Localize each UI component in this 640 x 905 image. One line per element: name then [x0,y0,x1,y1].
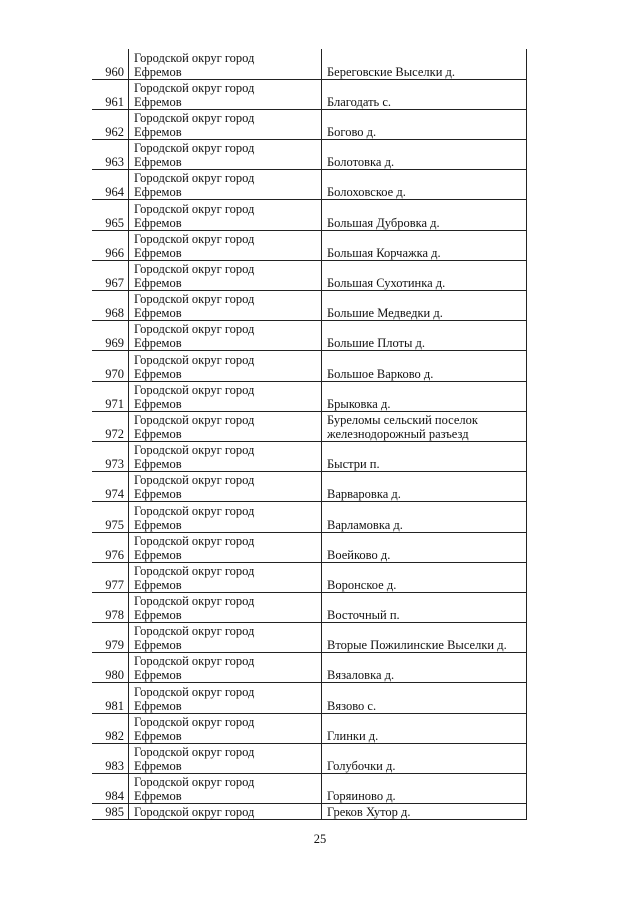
district-line-1: Городской округ город [134,473,255,488]
district-cell [129,49,322,79]
district-line-1: Городской округ город [134,443,255,458]
district-cell [129,411,322,441]
settlement-name: Большое Варково д. [327,366,434,381]
district-line-2: Ефремов [134,155,182,170]
table-row [92,260,527,290]
table-row [92,411,527,441]
district-cell [129,774,322,804]
row-number: 973 [92,441,129,471]
settlement-name: Вязово с. [327,698,377,713]
settlement-name: Глинки д. [327,728,379,743]
row-number: 964 [92,170,129,200]
district-line-2: Ефремов [134,336,182,351]
settlement-name: Большие Плоты д. [327,336,426,351]
district-line-1: Городской округ город [134,322,255,337]
settlement-name: Благодать с. [327,94,392,109]
district-cell [129,502,322,532]
table-row [92,79,527,109]
row-number: 984 [92,774,129,804]
table-row [92,653,527,683]
district-line-1: Городской округ город [134,80,255,95]
table-row [92,804,527,820]
district-line-1: Городской округ город [134,382,255,397]
settlement-name: Большая Дубровка д. [327,215,440,230]
district-cell: Городской округ город [129,804,322,820]
district-cell [129,321,322,351]
district-cell [129,592,322,622]
settlement-name: Болотовка д. [327,155,395,170]
district-line-1: Городской округ город [134,533,255,548]
row-number: 983 [92,743,129,773]
settlement-name: Большая Сухотинка д. [327,276,446,290]
row-number: 967 [92,260,129,290]
row-number: 962 [92,109,129,139]
settlement-cell [322,623,527,653]
settlement-cell [322,532,527,562]
district-line-2: Ефремов [134,366,182,381]
settlement-name: Варваровка д. [327,487,401,502]
table-row [92,230,527,260]
district-cell [129,683,322,713]
page-number: 25 [313,832,327,846]
settlement-name: Вязаловка д. [327,668,395,683]
table-row [92,502,527,532]
district-line-2: Ефремов [134,577,182,592]
district-line-1: Городской округ город [134,654,255,669]
row-number: 978 [92,592,129,622]
settlement-name: Варламовка д. [327,517,403,532]
row-number: 974 [92,472,129,502]
district-line-2: Ефремов [134,487,182,502]
row-number: 966 [92,230,129,260]
district-line-1: Городской округ город [134,352,255,367]
district-line-1: Городской округ город [134,262,255,276]
settlement-cell [322,743,527,773]
row-number: 968 [92,291,129,321]
settlement-cell [322,562,527,592]
district-line-2: Ефремов [134,185,182,200]
table-row [92,743,527,773]
district-cell [129,109,322,139]
district-line-1: Городской округ город [134,141,255,156]
settlement-cell [322,411,527,441]
settlement-cell [322,260,527,290]
settlement-name: Восточный п. [327,608,400,623]
district-cell [129,351,322,381]
settlement-name: Большая Корчажка д. [327,245,441,260]
district-line-2: Ефремов [134,306,182,321]
district-cell [129,472,322,502]
district-line-1: Городской округ город [134,412,255,427]
table-row [92,592,527,622]
district-cell [129,260,322,290]
district-line-2: Ефремов [134,638,182,653]
settlement-cell [322,774,527,804]
district-line-1: Городской округ город [134,684,255,699]
district-cell [129,562,322,592]
district-line-1: Городской округ город [134,503,255,518]
district-line-2: Ефремов [134,215,182,230]
district-cell [129,230,322,260]
table-row [92,49,527,79]
table-row [92,321,527,351]
table-row [92,532,527,562]
district-line-2: Ефремов [134,608,182,623]
settlement-name: Греков Хутор д. [322,804,527,820]
district-line-1: Городской округ город [134,563,255,578]
settlement-cell [322,49,527,79]
district-line-1: Городской округ город [134,231,255,246]
settlement-cell [322,683,527,713]
district-line-2: Ефремов [134,759,182,773]
district-line-2: Ефремов [134,94,182,109]
row-number: 970 [92,351,129,381]
row-number: 982 [92,713,129,743]
table-row [92,291,527,321]
settlements-table [92,49,527,820]
settlement-name: Вторые Пожилинские Выселки д. [327,638,507,653]
settlement-line-1: Буреломы сельский поселок [327,412,478,427]
table-row [92,351,527,381]
district-line-2: Ефремов [134,728,182,743]
district-line-1: Городской округ город [134,50,255,65]
table-row [92,441,527,471]
settlement-name: Брыковка д. [327,396,391,411]
table-row [92,472,527,502]
settlement-cell [322,713,527,743]
settlement-cell [322,351,527,381]
row-number: 977 [92,562,129,592]
row-number: 963 [92,140,129,170]
settlement-cell [322,200,527,230]
settlement-cell [322,321,527,351]
settlement-cell [322,109,527,139]
settlement-cell [322,140,527,170]
settlement-cell [322,592,527,622]
row-number: 976 [92,532,129,562]
district-line-1: Городской округ город [134,292,255,307]
district-cell [129,743,322,773]
district-line-2: Ефремов [134,125,182,140]
district-line-1: Городской округ город [134,775,255,790]
settlement-cell [322,79,527,109]
table-row [92,713,527,743]
row-number: 965 [92,200,129,230]
table-row [92,200,527,230]
table-row [92,170,527,200]
row-number: 972 [92,411,129,441]
row-number: 961 [92,79,129,109]
district-line-2: Ефремов [134,64,182,79]
settlement-cell [322,381,527,411]
settlement-cell [322,170,527,200]
settlement-cell [322,653,527,683]
district-line-2: Ефремов [134,457,182,472]
district-line-1: Городской округ город [134,201,255,216]
row-number: 969 [92,321,129,351]
district-line-2: Ефремов [134,698,182,713]
district-cell [129,381,322,411]
district-cell [129,200,322,230]
row-number: 985 [92,804,129,820]
table-row [92,381,527,411]
settlement-cell [322,472,527,502]
settlement-name: Большие Медведки д. [327,306,443,321]
row-number: 960 [92,49,129,79]
district-line-1: Городской округ город [134,714,255,729]
district-line-2: Ефремов [134,245,182,260]
district-cell [129,713,322,743]
settlement-name: Богово д. [327,125,377,140]
district-line-2: Ефремов [134,276,182,290]
table-row [92,623,527,653]
district-line-2: Ефремов [134,668,182,683]
row-number: 979 [92,623,129,653]
district-cell [129,653,322,683]
settlement-name: железнодорожный разъезд [327,426,469,441]
district-line-1: Городской округ город [134,624,255,639]
settlement-name: Быстри п. [327,457,380,472]
district-cell [129,140,322,170]
settlement-name: Береговские Выселки д. [327,64,455,79]
district-cell [129,291,322,321]
district-line-2: Ефремов [134,396,182,411]
district-line-1: Городской округ город [134,171,255,186]
district-line-1: Городской округ город [134,594,255,609]
district-cell [129,532,322,562]
district-line-2: Ефремов [134,547,182,562]
settlement-cell [322,502,527,532]
row-number: 975 [92,502,129,532]
settlement-name: Болоховское д. [327,185,406,200]
district-line-2: Ефремов [134,517,182,532]
district-cell [129,623,322,653]
district-cell [129,441,322,471]
district-cell [129,170,322,200]
district-line-2: Ефремов [134,426,182,441]
settlement-name: Горяиново д. [327,789,396,804]
table-row [92,683,527,713]
settlement-name: Воронское д. [327,577,397,592]
settlement-cell [322,230,527,260]
table-body [92,49,527,820]
table-row [92,109,527,139]
settlement-name: Воейково д. [327,547,391,562]
table-row [92,774,527,804]
row-number: 971 [92,381,129,411]
settlement-name: Голубочки д. [327,759,396,773]
district-line-1: Городской округ город [134,745,255,759]
district-line-2: Ефремов [134,789,182,804]
table-row [92,562,527,592]
district-cell [129,79,322,109]
district-line-1: Городской округ город [134,111,255,126]
row-number: 981 [92,683,129,713]
table-row [92,140,527,170]
row-number: 980 [92,653,129,683]
settlement-cell [322,441,527,471]
settlement-cell [322,291,527,321]
